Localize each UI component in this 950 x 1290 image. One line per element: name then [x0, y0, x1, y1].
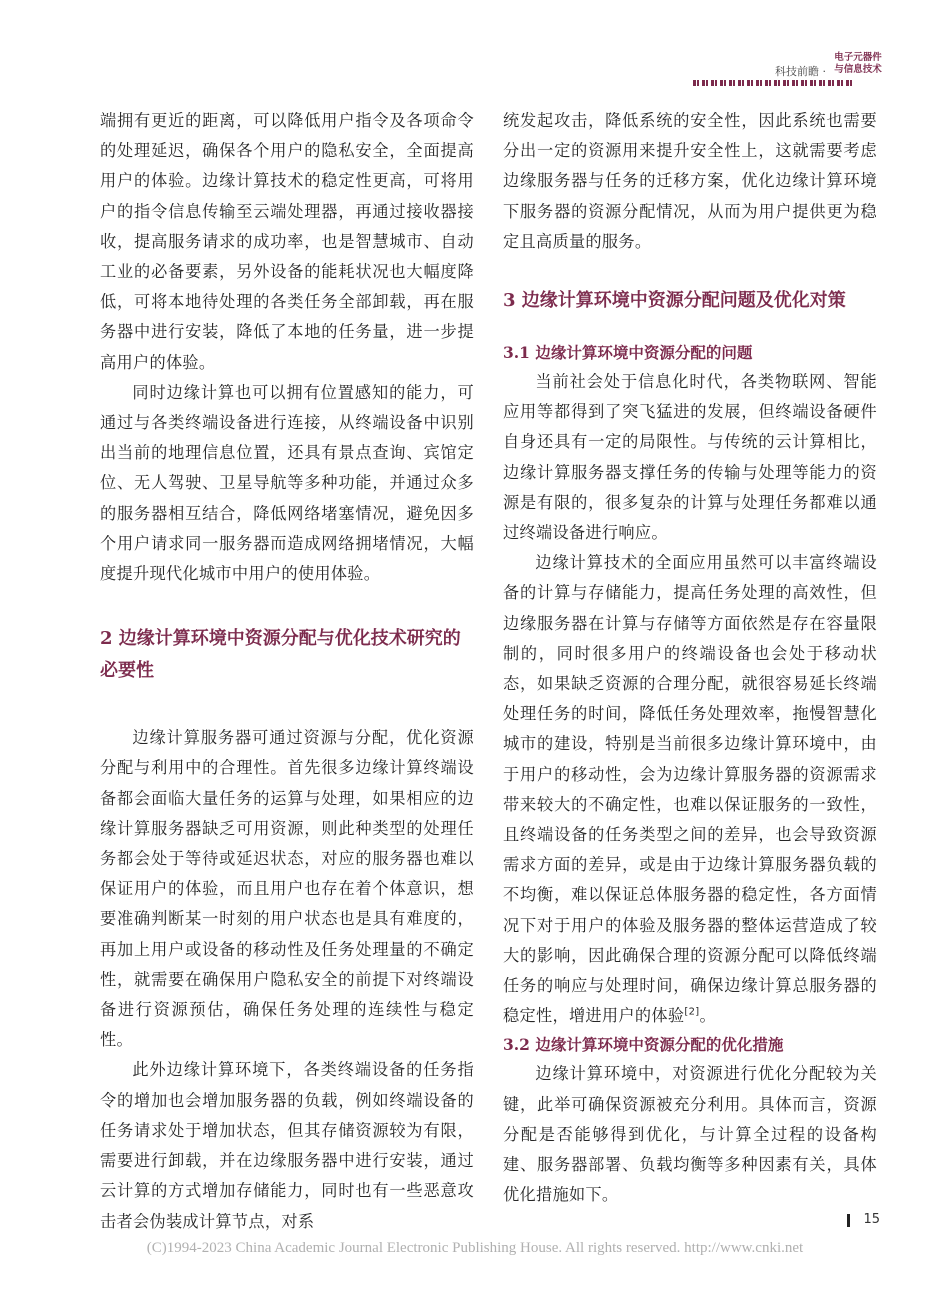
right-column	[503, 106, 877, 1211]
page-number-marker	[847, 1214, 850, 1227]
left-paragraph-2: 同时边缘计算也可以拥有位置感知的能力，可通过与各类终端设备进行连接，从终端设备中识别出当前的地理信息位置，还具有景点查询、宾馆定位、无人驾驶、卫星导航等多种功能，并通过众多的服务器相互结合，降低网络堵塞情况，避免因多个用户请求同一服务器而造成网络拥堵情况，大幅度提升现代化城市中用户的使用体验。	[100, 382, 474, 584]
page-header	[628, 52, 888, 102]
subsection-3-2-heading: 3.2 边缘计算环境中资源分配的优化措施	[503, 1035, 784, 1055]
citation-ref[interactable]: [2]	[684, 1006, 700, 1018]
left-paragraph-1: 端拥有更近的距离，可以降低用户指令及各项命令的处理延迟，确保各个用户的隐私安全，全面提高用户的体验。边缘计算技术的稳定性更高，可将用户的指令信息传输至云端处理器，再通过接收器接收，提高服务请求的成功率，也是智慧城市、自动工业的必备要素，另外设备的能耗状况也大幅度降低，可将本地待处理的各类任务全部卸载，再在服务器中进行安装，降低了本地的任务量，进一步提高用户的体验。	[100, 111, 474, 372]
right-paragraph-2: 当前社会处于信息化时代，各类物联网、智能应用等都得到了突飞猛进的发展，但终端设备硬件自身还具有一定的局限性。与传统的云计算相比，边缘计算服务器支撑任务的传输与处理等能力的资源是有限的，很多复杂的计算与处理任务都难以通过终端设备进行响应。	[503, 372, 877, 543]
journal-name	[828, 52, 888, 76]
journal-name-line1: 电子元器件	[834, 52, 882, 63]
left-column	[100, 106, 474, 1237]
section-2-heading: 2 边缘计算环境中资源分配与优化技术研究的必要性	[100, 628, 461, 682]
copyright-watermark: (C)1994-2023 China Academic Journal Electronic Publishing House. All rights reserved. http://www.cnki.net	[146, 1240, 804, 1256]
left-paragraph-3: 边缘计算服务器可通过资源与分配，优化资源分配与利用中的合理性。首先很多边缘计算终端设备都会面临大量任务的运算与处理，如果相应的边缘计算服务器缺乏可用资源，则此种类型的处理任务都会处于等待或延迟状态，对应的服务器也难以保证用户的体验，而且用户也存在着个体意识，想要准确判断某一时刻的用户状态也是具有难度的，再加上用户或设备的移动性及任务处理量的不确定性，就需要在确保用户隐私安全的前提下对终端设备进行资源预估，确保任务处理的连续性与稳定性。	[100, 728, 474, 1050]
header-decor-bar	[693, 80, 888, 86]
journal-name-line2: 与信息技术	[834, 64, 882, 75]
section-3-heading: 3 边缘计算环境中资源分配问题及优化对策	[503, 290, 846, 312]
page-number: 15	[863, 1212, 880, 1227]
right-paragraph-4: 边缘计算环境中，对资源进行优化分配较为关键，此举可确保资源被充分利用。具体而言，资源分配是否能够得到优化，与计算全过程的设备构建、服务器部署、负载均衡等多种因素有关，具体优化措施如下。	[503, 1064, 877, 1205]
right-paragraph-3-text: 边缘计算技术的全面应用虽然可以丰富终端设备的计算与存储能力，提高任务处理的高效性，但边缘服务器在计算与存储等方面依然是存在容量限制的，同时很多用户的终端设备也会处于移动状态，如果缺乏资源的合理分配，就很容易延长终端处理任务的时间，降低任务处理效率，拖慢智慧化城市的建设，特别是当前很多边缘计算环境中，由于用户的移动性，会为边缘计算服务器的资源需求带来较大的不确定性，也难以保证服务的一致性，且终端设备的任务类型之间的差异，也会导致资源需求方面的差异，或是由于边缘计算服务器负载的不均衡，难以保证总体服务器的稳定性，各方面情况下对于用户的体验及服务器的整体运营造成了较大的影响，因此确保合理的资源分配可以降低终端任务的响应与处理时间，确保边缘计算总服务器的稳定性，增进用户的体验	[503, 553, 877, 1026]
left-paragraph-4: 此外边缘计算环境下，各类终端设备的任务指令的增加也会增加服务器的负载，例如终端设备的任务请求处于增加状态，但其存储资源较为有限，需要进行卸载，并在边缘服务器中进行安装，通过云计算的方式增加存储能力，同时也有一些恶意攻击者会伪装成计算节点，对系	[100, 1060, 474, 1231]
right-paragraph-3-end: 。	[699, 1006, 716, 1026]
subsection-3-1-heading: 3.1 边缘计算环境中资源分配的问题	[503, 343, 753, 363]
section-label: 科技前瞻 ·	[775, 65, 826, 78]
right-paragraph-1: 统发起攻击，降低系统的安全性，因此系统也需要分出一定的资源用来提升安全性上，这就需要考虑边缘服务器与任务的迁移方案，优化边缘计算环境下服务器的资源分配情况，从而为用户提供更为稳定且高质量的服务。	[503, 111, 877, 251]
right-paragraph-3	[503, 548, 877, 1031]
